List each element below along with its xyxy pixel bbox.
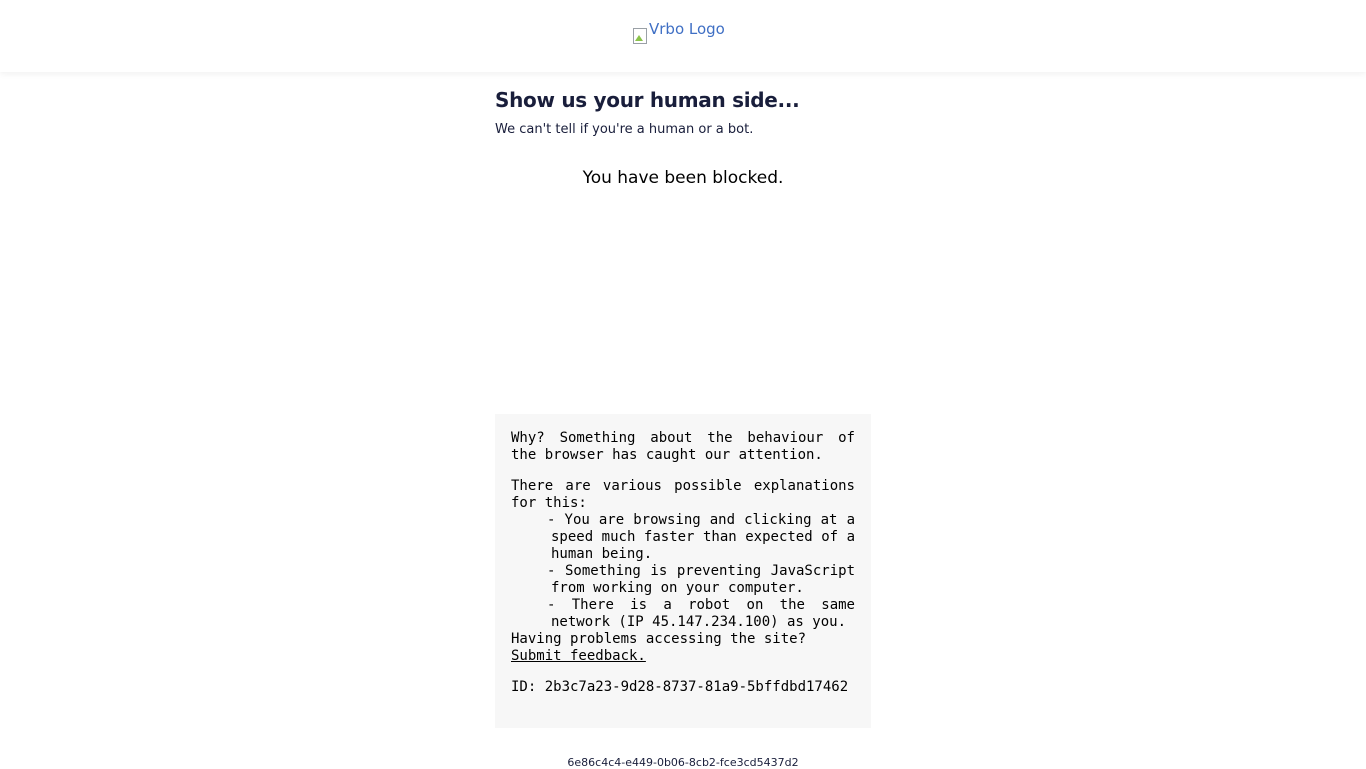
blocked-message: You have been blocked.: [582, 168, 784, 188]
broken-image-icon: [633, 28, 647, 44]
reason-item: - You are browsing and clicking at a speed much faster than expected of a human being.: [547, 512, 855, 562]
vrbo-logo[interactable]: [633, 22, 725, 44]
explanations-intro: There are various possible explanations for this:: [511, 478, 855, 511]
problems-text: Having problems accessing the site?: [511, 631, 807, 647]
submit-feedback-link[interactable]: Submit feedback.: [511, 648, 646, 664]
page-subtitle: We can't tell if you're a human or a bot.: [495, 122, 754, 137]
header: [0, 0, 1366, 72]
logo-alt-text: Vrbo Logo: [649, 20, 725, 38]
reason-item: - There is a robot on the same network (IP 45.147.234.100) as you.: [547, 597, 855, 630]
reason-item: - Something is preventing JavaScript from working on your computer.: [547, 563, 855, 596]
page-title: Show us your human side...: [495, 88, 800, 112]
reasons-list: [511, 512, 855, 631]
block-id: ID: 2b3c7a23-9d28-8737-81a9-5bffdbd17462: [511, 679, 849, 695]
block-info-box: [495, 414, 871, 728]
footer-request-id: 6e86c4c4-e449-0b06-8cb2-fce3cd5437d2: [567, 756, 799, 769]
why-text: Why? Something about the behaviour of the browser has caught our attention.: [511, 430, 855, 463]
